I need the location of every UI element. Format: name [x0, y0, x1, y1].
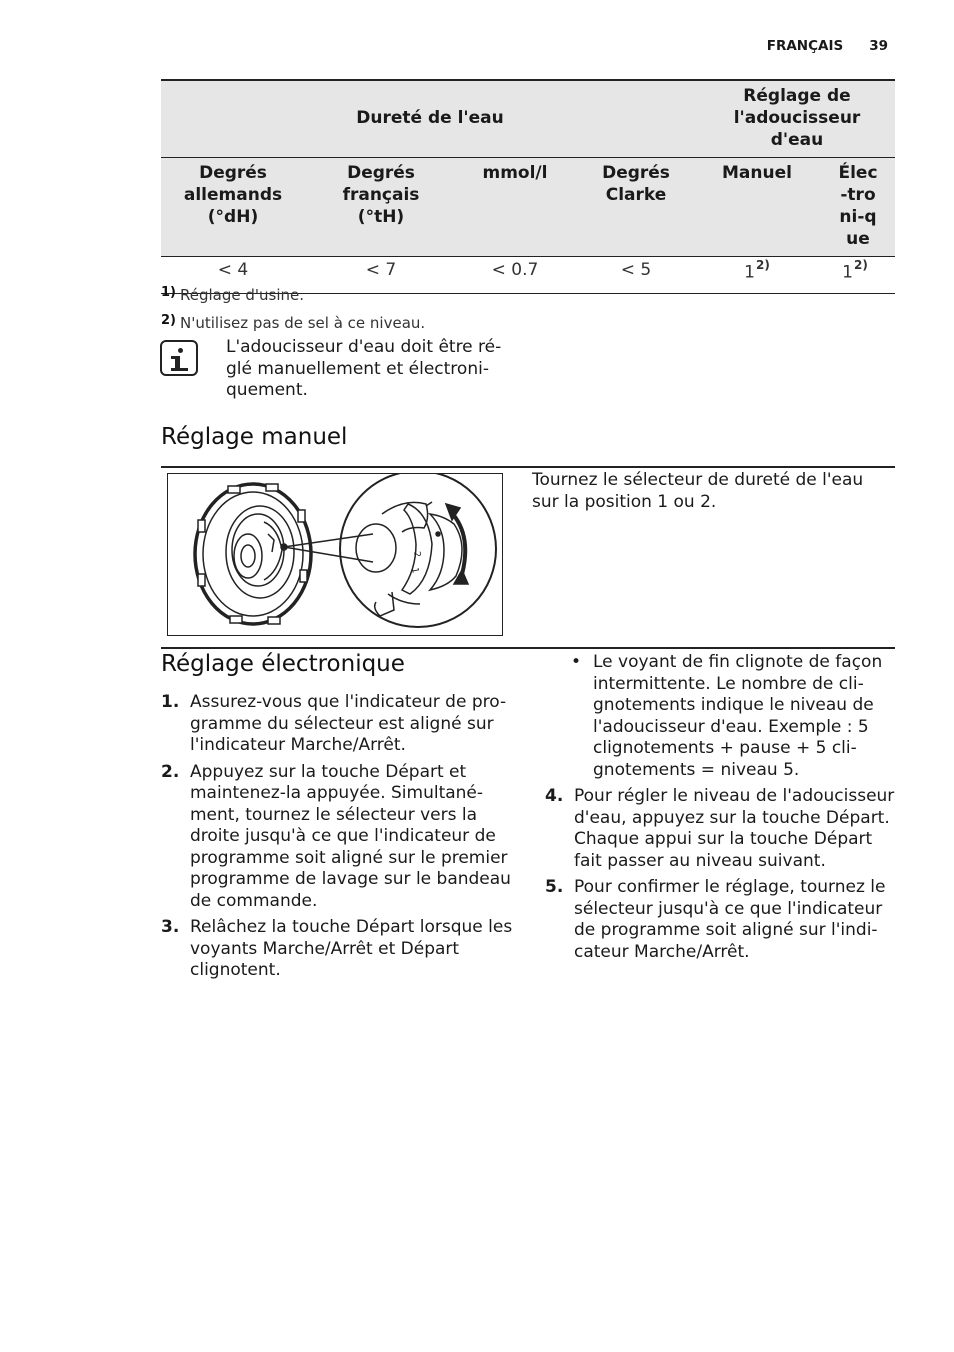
cell-manual-value: 1 — [744, 262, 755, 283]
table-column-header-row — [161, 158, 895, 257]
cell-dh: < 4 — [161, 257, 305, 294]
steps-list-left — [161, 692, 516, 987]
cell-th: < 7 — [305, 257, 457, 294]
dial-label-1: 1 — [409, 566, 420, 575]
list-item — [161, 692, 516, 757]
col-header-clarke: Degrés Clarke — [573, 158, 699, 257]
step-number: 4. — [545, 786, 564, 806]
list-item — [161, 917, 516, 982]
page-header — [767, 38, 888, 54]
cell-manual — [699, 257, 815, 294]
list-item — [545, 652, 897, 781]
cell-mmol: < 0.7 — [457, 257, 573, 294]
section-title-electronic: Réglage électronique — [161, 651, 405, 677]
col-header-dh: Degrés allemands (°dH) — [161, 158, 305, 257]
cell-electronic-value: 1 — [842, 262, 853, 283]
hardness-group-header: Dureté de l'eau — [161, 80, 699, 158]
info-note — [160, 337, 520, 402]
cell-electronic — [815, 257, 895, 294]
footnote-text: Réglage d'usine. — [180, 286, 305, 304]
footnote-2 — [161, 308, 425, 336]
footnotes — [161, 280, 425, 336]
list-item — [161, 762, 516, 913]
manual-instruction: Tournez le sélecteur de dureté de l'eau sur la position 1 ou 2. — [532, 470, 864, 512]
steps-list-right — [545, 652, 897, 968]
col-header-th: Degrés français (°tH) — [305, 158, 457, 257]
footnote-mark: 2) — [161, 313, 176, 328]
step-number: 5. — [545, 877, 564, 897]
water-hardness-table — [161, 79, 895, 294]
col-header-electronic: Élec-troni-que — [815, 158, 895, 257]
step-number: 1. — [161, 692, 180, 712]
info-icon — [160, 340, 198, 376]
step-number: 3. — [161, 917, 180, 937]
step-text: Pour confirmer le réglage, tournez le sélecteur jusqu'à ce que l'indicateur de programme soit aligné sur l'indi-cateur Marche/Arrêt. — [574, 877, 886, 962]
footnote-mark: 1) — [161, 285, 176, 300]
bullet-mark: • — [570, 652, 581, 672]
footnote-1 — [161, 280, 425, 308]
section-divider — [161, 647, 895, 649]
language-label: FRANÇAIS — [766, 38, 844, 54]
step-text: Pour régler le niveau de l'adoucisseur d'eau, appuyez sur la touche Départ. Chaque appui sur la touche Départ fait passer au niveau suivant. — [574, 786, 895, 871]
bullet-text: Le voyant de fin clignote de façon intermittente. Le nombre de cli-gnotements indique le niveau de l'adoucisseur d'eau. Exemple : 5 clignotements + pause + 5 cli-gnotements = niveau 5. — [593, 652, 883, 780]
info-text: L'adoucisseur d'eau doit être ré-glé manuellement et électroni-quement. — [226, 337, 502, 400]
table-group-header-row — [161, 80, 895, 158]
section-divider — [161, 466, 895, 468]
col-header-mmol: mmol/l — [457, 158, 573, 257]
step-number: 2. — [161, 761, 180, 782]
step-text: Relâchez la touche Départ lorsque les voyants Marche/Arrêt et Départ clignotent. — [190, 917, 513, 980]
page-number: 39 — [869, 38, 888, 54]
step-text: Appuyez sur la touche Départ et maintenez-la appuyée. Simultané-ment, tournez le sélecteur vers la droite jusqu'à ce que l'indicateur de programme soit aligné sur le premier programme de lavage sur le bandeau de commande. — [190, 761, 511, 911]
selector-drawing — [168, 474, 503, 636]
setting-group-header — [699, 80, 895, 158]
col-header-manual: Manuel — [699, 158, 815, 257]
step-text: Assurez-vous que l'indicateur de pro-gramme du sélecteur est aligné sur l'indicateur Marche/Arrêt. — [190, 692, 507, 755]
section-title-manual: Réglage manuel — [161, 424, 348, 450]
list-item — [545, 877, 897, 963]
footnote-ref: 2) — [755, 258, 770, 272]
footnote-ref: 2) — [853, 258, 868, 272]
list-item — [545, 786, 897, 872]
footnote-text: N'utilisez pas de sel à ce niveau. — [180, 314, 426, 332]
selector-illustration — [167, 473, 503, 636]
setting-group-label: Réglage de l'adoucisseur d'eau — [733, 86, 861, 150]
cell-clarke: < 5 — [573, 257, 699, 294]
dial-label-2: 2 — [411, 550, 422, 559]
